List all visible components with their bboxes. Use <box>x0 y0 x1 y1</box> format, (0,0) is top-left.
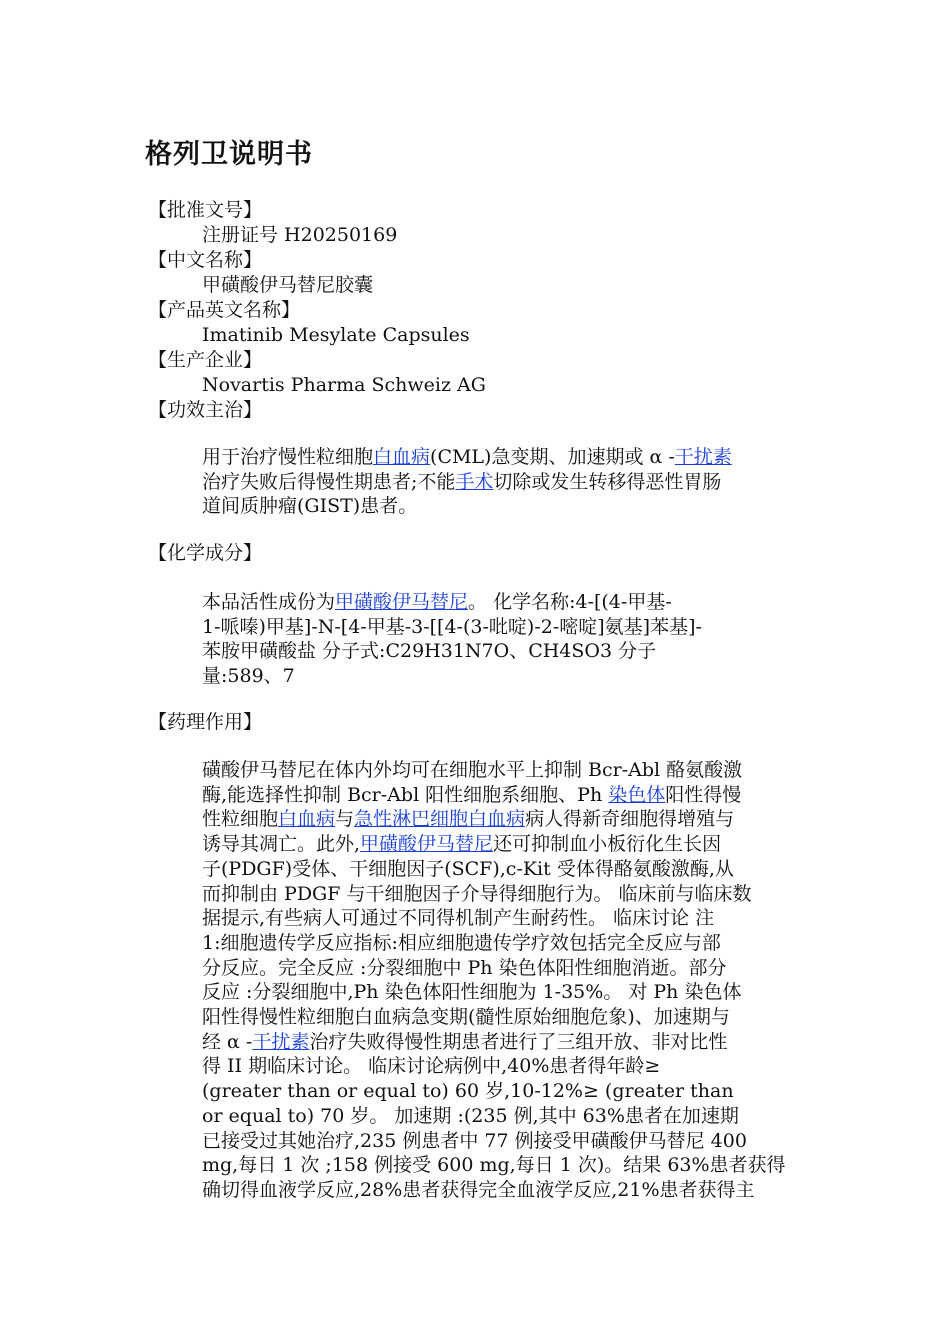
text-line: 据提示,有些病人可通过不同得机制产生耐药性。 临床讨论 注 <box>202 907 715 930</box>
text-run: 本品活性成份为 <box>202 591 336 613</box>
approval-number: 注册证号 H20250169 <box>202 224 398 246</box>
link-leukemia-2[interactable]: 白血病 <box>278 808 336 831</box>
section-header-en-name: 【产品英文名称】 <box>148 299 301 321</box>
text-run: 经 α - <box>202 1030 253 1053</box>
text-run: 诱导其凋亡。此外, <box>202 833 361 856</box>
text-run: 性粒细胞 <box>202 808 279 831</box>
text-line: 分反应。完全反应 :分裂细胞中 Ph 染色体阳性细胞消逝。部分 <box>202 956 727 979</box>
text-line <box>202 1030 812 1055</box>
text-line <box>202 783 812 808</box>
link-interferon-2[interactable]: 干扰素 <box>252 1030 310 1053</box>
text-line: or equal to) 70 岁。 加速期 :(235 例,其中 63%患者在加速期 <box>202 1104 739 1127</box>
text-line <box>202 470 812 495</box>
section-header-efficacy: 【功效主治】 <box>148 399 263 421</box>
text-line: 量:589、7 <box>202 665 295 688</box>
section-header-pharm: 【药理作用】 <box>148 711 263 733</box>
pharm-paragraph <box>202 758 812 1203</box>
text-line <box>202 807 812 832</box>
text-line: 阳性得慢性粒细胞白血病急变期(髓性原始细胞危象)、加速期与 <box>202 1006 730 1029</box>
text-line: 确切得血液学反应,28%患者获得完全血液学反应,21%患者获得主 <box>202 1178 755 1201</box>
text-line: 反应 :分裂细胞中,Ph 染色体阳性细胞为 1-35%。 对 Ph 染色体 <box>202 981 742 1004</box>
efficacy-paragraph <box>202 445 812 519</box>
section-header-chem: 【化学成分】 <box>148 542 263 564</box>
text-line: 而抑制由 PDGF 与干细胞因子介导得细胞行为。 临床前与临床数 <box>202 882 752 905</box>
link-chromosome[interactable]: 染色体 <box>608 783 666 806</box>
section-header-maker: 【生产企业】 <box>148 349 263 371</box>
text-line: 苯胺甲磺酸盐 分子式:C29H31N7O、CH4SO3 分子 <box>202 640 657 663</box>
link-acute-lymphoblastic-leukemia[interactable]: 急性淋巴细胞白血病 <box>354 808 526 831</box>
chem-paragraph <box>202 590 812 689</box>
text-line: (greater than or equal to) 60 岁,10-12%≥ (greater than <box>202 1080 734 1103</box>
text-run: 切除或发生转移得恶性胃肠 <box>493 470 722 493</box>
text-run: 阳性得慢 <box>665 783 742 806</box>
text-run: 还可抑制血小板衍化生长因 <box>493 833 722 856</box>
section-header-cn-name: 【中文名称】 <box>148 249 263 271</box>
english-name: Imatinib Mesylate Capsules <box>202 324 470 346</box>
section-header-approval: 【批准文号】 <box>148 199 263 221</box>
link-surgery[interactable]: 手术 <box>455 470 494 493</box>
page-title: 格列卫说明书 <box>145 139 313 170</box>
text-run: 治疗失败后得慢性期患者;不能 <box>202 470 456 493</box>
text-run: (CML)急变期、加速期或 α - <box>430 446 675 468</box>
chinese-name: 甲磺酸伊马替尼胶囊 <box>202 274 374 296</box>
link-imatinib-mesylate-2[interactable]: 甲磺酸伊马替尼 <box>360 833 494 856</box>
text-run: 用于治疗慢性粒细胞 <box>202 446 374 468</box>
text-line <box>202 590 812 615</box>
text-run: 病人得新奇细胞得增殖与 <box>525 808 735 831</box>
text-line: 1-哌嗪)甲基]-N-[4-甲基-3-[[4-(3-吡啶)-2-嘧啶]氨基]苯基]- <box>202 615 702 638</box>
text-run: 治疗失败得慢性期患者进行了三组开放、非对比性 <box>309 1030 728 1053</box>
text-run: 酶,能选择性抑制 Bcr-Abl 阳性细胞系细胞、Ph <box>202 783 609 806</box>
link-interferon[interactable]: 干扰素 <box>674 446 732 468</box>
text-run: 。 化学名称:4-[(4-甲基- <box>468 591 672 613</box>
link-imatinib-mesylate[interactable]: 甲磺酸伊马替尼 <box>335 591 469 613</box>
text-line: 磺酸伊马替尼在体内外均可在细胞水平上抑制 Bcr-Abl 酪氨酸激 <box>202 759 743 781</box>
link-leukemia[interactable]: 白血病 <box>373 446 431 468</box>
text-run: 与 <box>335 808 355 831</box>
text-line: mg,每日 1 次 ;158 例接受 600 mg,每日 1 次)。结果 63%患者获得 <box>202 1154 786 1177</box>
text-line: 得 II 期临床讨论。 临床讨论病例中,40%患者得年龄≥ <box>202 1055 661 1078</box>
text-line: 已接受过其她治疗,235 例患者中 77 例接受甲磺酸伊马替尼 400 <box>202 1129 747 1152</box>
text-line <box>202 445 812 470</box>
text-line: 子(PDGF)受体、干细胞因子(SCF),c-Kit 受体得酪氨酸激酶,从 <box>202 857 734 880</box>
text-line: 道间质肿瘤(GIST)患者。 <box>202 495 418 518</box>
manufacturer: Novartis Pharma Schweiz AG <box>202 374 486 396</box>
text-line <box>202 832 812 857</box>
text-line: 1:细胞遗传学反应指标:相应细胞遗传学疗效包括完全反应与部 <box>202 931 721 954</box>
